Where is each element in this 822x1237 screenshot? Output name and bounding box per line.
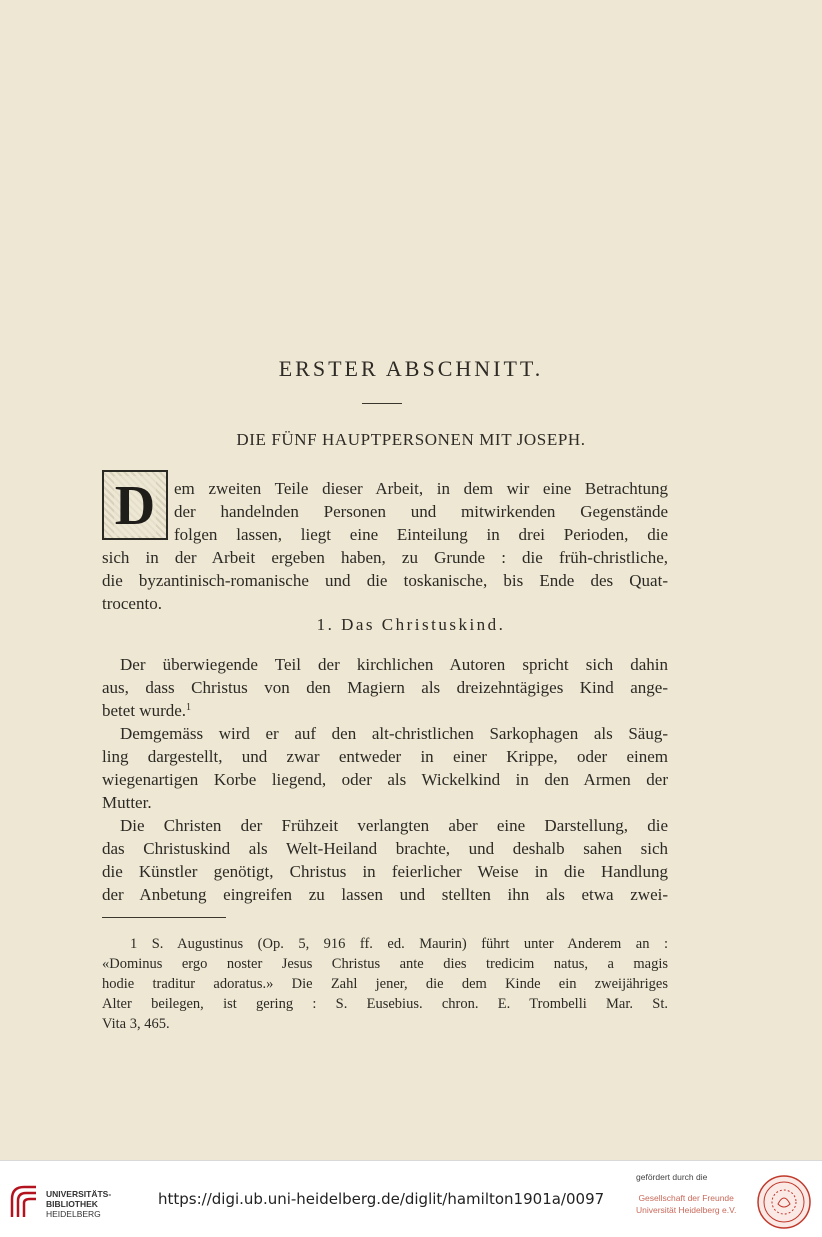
sponsor-label: gefördert durch die (636, 1172, 708, 1182)
heading-divider (362, 403, 402, 404)
library-name-line: BIBLIOTHEK (46, 1199, 98, 1209)
body-line: ling dargestellt, und zwar entweder in einer Krippe, oder einem (102, 747, 668, 766)
library-name-line: UNIVERSITÄTS- (46, 1189, 112, 1199)
body-line: aus, dass Christus von den Magiern als dreizehntägiges Kind ange- (102, 678, 668, 697)
footnote-line: Alter beilegen, ist gering : S. Eusebius. chron. E. Trombelli Mar. St. (102, 996, 668, 1012)
drop-cap-initial (102, 470, 168, 540)
body-line: Mutter. (102, 793, 152, 812)
body-line: Der überwiegende Teil der kirchlichen Autoren spricht sich dahin (120, 655, 668, 674)
body-line (102, 701, 191, 721)
body-line: die Künstler genötigt, Christus in feierlicher Weise in die Handlung (102, 862, 668, 881)
body-line: Demgemäss wird er auf den alt-christlichen Sarkophagen als Säug- (120, 724, 668, 743)
viewer-footer (0, 1160, 822, 1237)
footnote-ref: 1 (186, 702, 192, 713)
intro-line: em zweiten Teile dieser Arbeit, in dem wir eine Betrachtung (174, 479, 668, 498)
footnote-divider (102, 917, 226, 918)
body-line: wiegenartigen Korbe liegend, oder als Wickelkind in den Armen der (102, 770, 668, 789)
footnote-line: 1 S. Augustinus (Op. 5, 916 ff. ed. Maurin) führt unter Anderem an : (130, 936, 668, 952)
sponsor-name[interactable] (636, 1192, 736, 1216)
body-text: betet wurde. (102, 701, 187, 720)
library-name-line: HEIDELBERG (46, 1209, 101, 1219)
footnote-line: hodie traditur adoratus.» Die Zahl jener, die dem Kinde ein zweijähriges (102, 976, 668, 992)
section-heading: ERSTER ABSCHNITT. (278, 356, 544, 381)
sponsor-name-line: Gesellschaft der Freunde (638, 1193, 734, 1203)
university-library-logo-icon[interactable] (10, 1183, 38, 1219)
intro-line: trocento. (102, 594, 162, 613)
drop-cap-letter: D (114, 475, 156, 537)
body-line: das Christuskind als Welt-Heiland brachte, und deshalb sahen sich (102, 839, 668, 858)
footnote-line: Vita 3, 465. (102, 1016, 170, 1032)
library-name[interactable] (46, 1189, 111, 1219)
intro-line: sich in der Arbeit ergeben haben, zu Grunde : die früh-christliche, (102, 548, 668, 567)
sponsor-name-line: Universität Heidelberg e.V. (636, 1205, 737, 1215)
intro-line: die byzantinisch-romanische und die toskanische, bis Ende des Quat- (102, 571, 668, 590)
footnote-line: «Dominus ergo noster Jesus Christus ante dies tredicim natus, a magis (102, 956, 668, 972)
intro-line: der handelnden Personen und mitwirkenden Gegenstände (174, 502, 668, 521)
intro-line: folgen lassen, liegt eine Einteilung in drei Perioden, die (174, 525, 668, 544)
society-seal-icon[interactable] (756, 1174, 812, 1230)
body-line: der Anbetung eingreifen zu lassen und stellten ihn als etwa zwei- (102, 885, 668, 904)
body-line: Die Christen der Frühzeit verlangten aber eine Darstellung, die (120, 816, 668, 835)
permalink-url[interactable]: https://digi.ub.uni-heidelberg.de/diglit/hamilton1901a/0097 (158, 1190, 605, 1208)
subsection-heading: 1. Das Christuskind. (316, 615, 506, 634)
chapter-title: DIE FÜNF HAUPTPERSONEN MIT JOSEPH. (236, 430, 586, 449)
